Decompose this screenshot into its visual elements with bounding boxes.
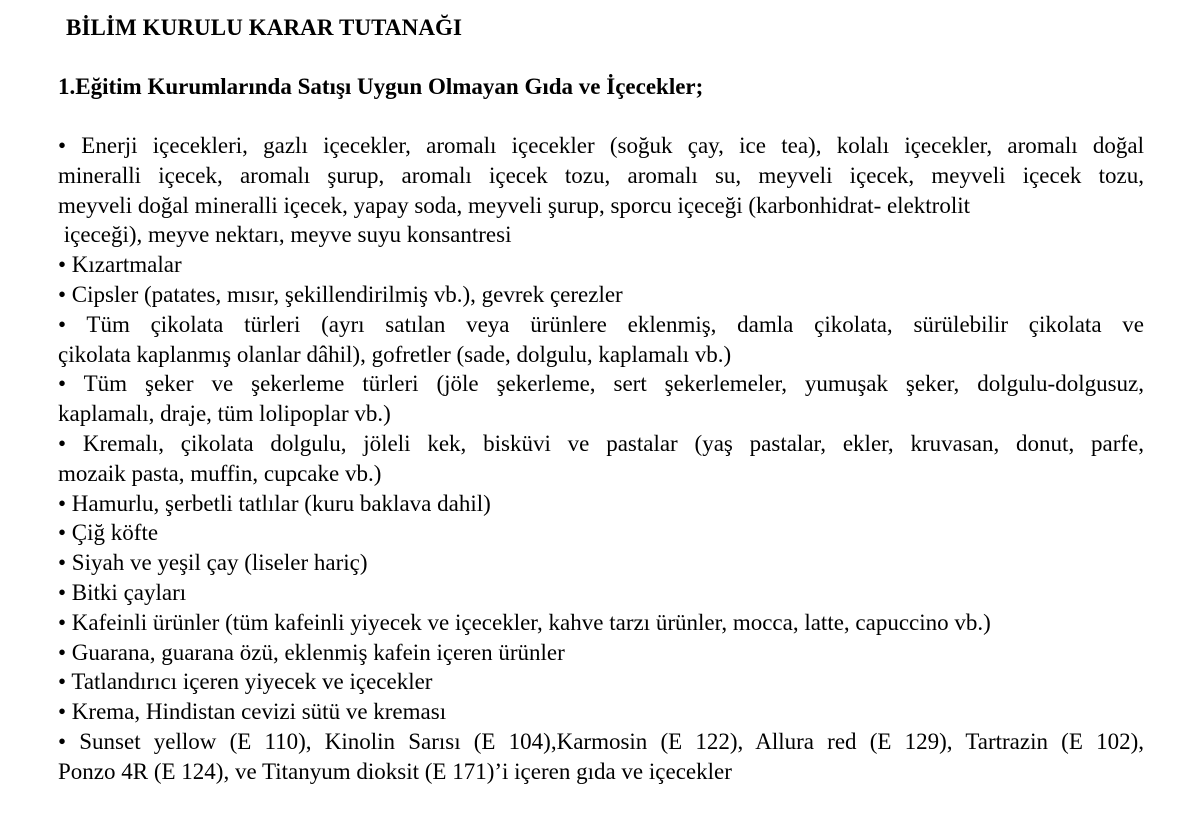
list-item — [58, 131, 1144, 250]
document-title: BİLİM KURULU KARAR TUTANAĞI — [66, 15, 463, 40]
item-line: • Tüm çikolata türleri (ayrı satılan veya ürünlere eklenmiş, damla çikolata, sürülebilir çikolata ve — [58, 311, 1144, 337]
section-heading: 1.Eğitim Kurumlarında Satışı Uygun Olmayan Gıda ve İçecekler; — [58, 74, 704, 99]
list-item — [58, 667, 1144, 697]
item-line: mineralli içecek, aromalı şurup, aromalı içecek tozu, aromalı su, meyveli içecek, meyveli içecek tozu, — [58, 162, 1144, 188]
item-line: Ponzo 4R (E 124), ve Titanyum dioksit (E 171)’i içeren gıda ve içecekler — [58, 758, 732, 784]
item-line: • Kremalı, çikolata dolgulu, jöleli kek, bisküvi ve pastalar (yaş pastalar, ekler, kruvasan, donut, parfe, — [58, 430, 1144, 456]
item-line: • Tüm şeker ve şekerleme türleri (jöle şekerleme, sert şekerlemeler, yumuşak şeker, dolgulu-dolgusuz, — [58, 371, 1144, 397]
item-line: • Krema, Hindistan cevizi sütü ve kreması — [58, 699, 447, 725]
list-item — [58, 727, 1144, 787]
item-line: • Tatlandırıcı içeren yiyecek ve içecekler — [58, 669, 433, 695]
list-item — [58, 697, 1144, 727]
list-item — [58, 548, 1144, 578]
restricted-items-list — [58, 131, 1144, 787]
item-line: • Kafeinli ürünler (tüm kafeinli yiyecek ve içecekler, kahve tarzı ürünler, mocca, latte, capuccino vb.) — [58, 609, 991, 635]
item-line: • Bitki çayları — [58, 579, 187, 605]
list-item — [58, 429, 1144, 489]
list-item — [58, 369, 1144, 429]
document-page — [58, 10, 1144, 787]
list-item — [58, 578, 1144, 608]
list-item — [58, 280, 1144, 310]
item-line: • Kızartmalar — [58, 252, 182, 278]
list-item — [58, 608, 1144, 638]
item-line: • Enerji içecekleri, gazlı içecekler, aromalı içecekler (soğuk çay, ice tea), kolalı içecekler, aromalı doğal — [58, 133, 1144, 158]
item-line: • Çiğ köfte — [58, 520, 159, 546]
item-line: • Guarana, guarana özü, eklenmiş kafein içeren ürünler — [58, 639, 565, 665]
item-line: meyveli doğal mineralli içecek, yapay soda, meyveli şurup, sporcu içeceği (karbonhidrat- elektrolit — [58, 192, 971, 218]
item-line: • Sunset yellow (E 110), Kinolin Sarısı (E 104),Karmosin (E 122), Allura red (E 129), Tartrazin (E 102), — [58, 728, 1144, 754]
item-line: çikolata kaplanmış olanlar dâhil), gofretler (sade, dolgulu, kaplamalı vb.) — [58, 341, 732, 367]
item-line: • Siyah ve yeşil çay (liseler hariç) — [58, 550, 368, 576]
item-line: • Hamurlu, şerbetli tatlılar (kuru baklava dahil) — [58, 490, 491, 516]
item-line: kaplamalı, draje, tüm lolipoplar vb.) — [58, 401, 391, 427]
list-item — [58, 518, 1144, 548]
item-line: içeceği), meyve nektarı, meyve suyu konsantresi — [58, 222, 512, 248]
item-line: • Cipsler (patates, mısır, şekillendirilmiş vb.), gevrek çerezler — [58, 281, 623, 307]
list-item — [58, 250, 1144, 280]
list-item — [58, 489, 1144, 519]
list-item — [58, 638, 1144, 668]
list-item — [58, 310, 1144, 370]
item-line: mozaik pasta, muffin, cupcake vb.) — [58, 460, 382, 486]
